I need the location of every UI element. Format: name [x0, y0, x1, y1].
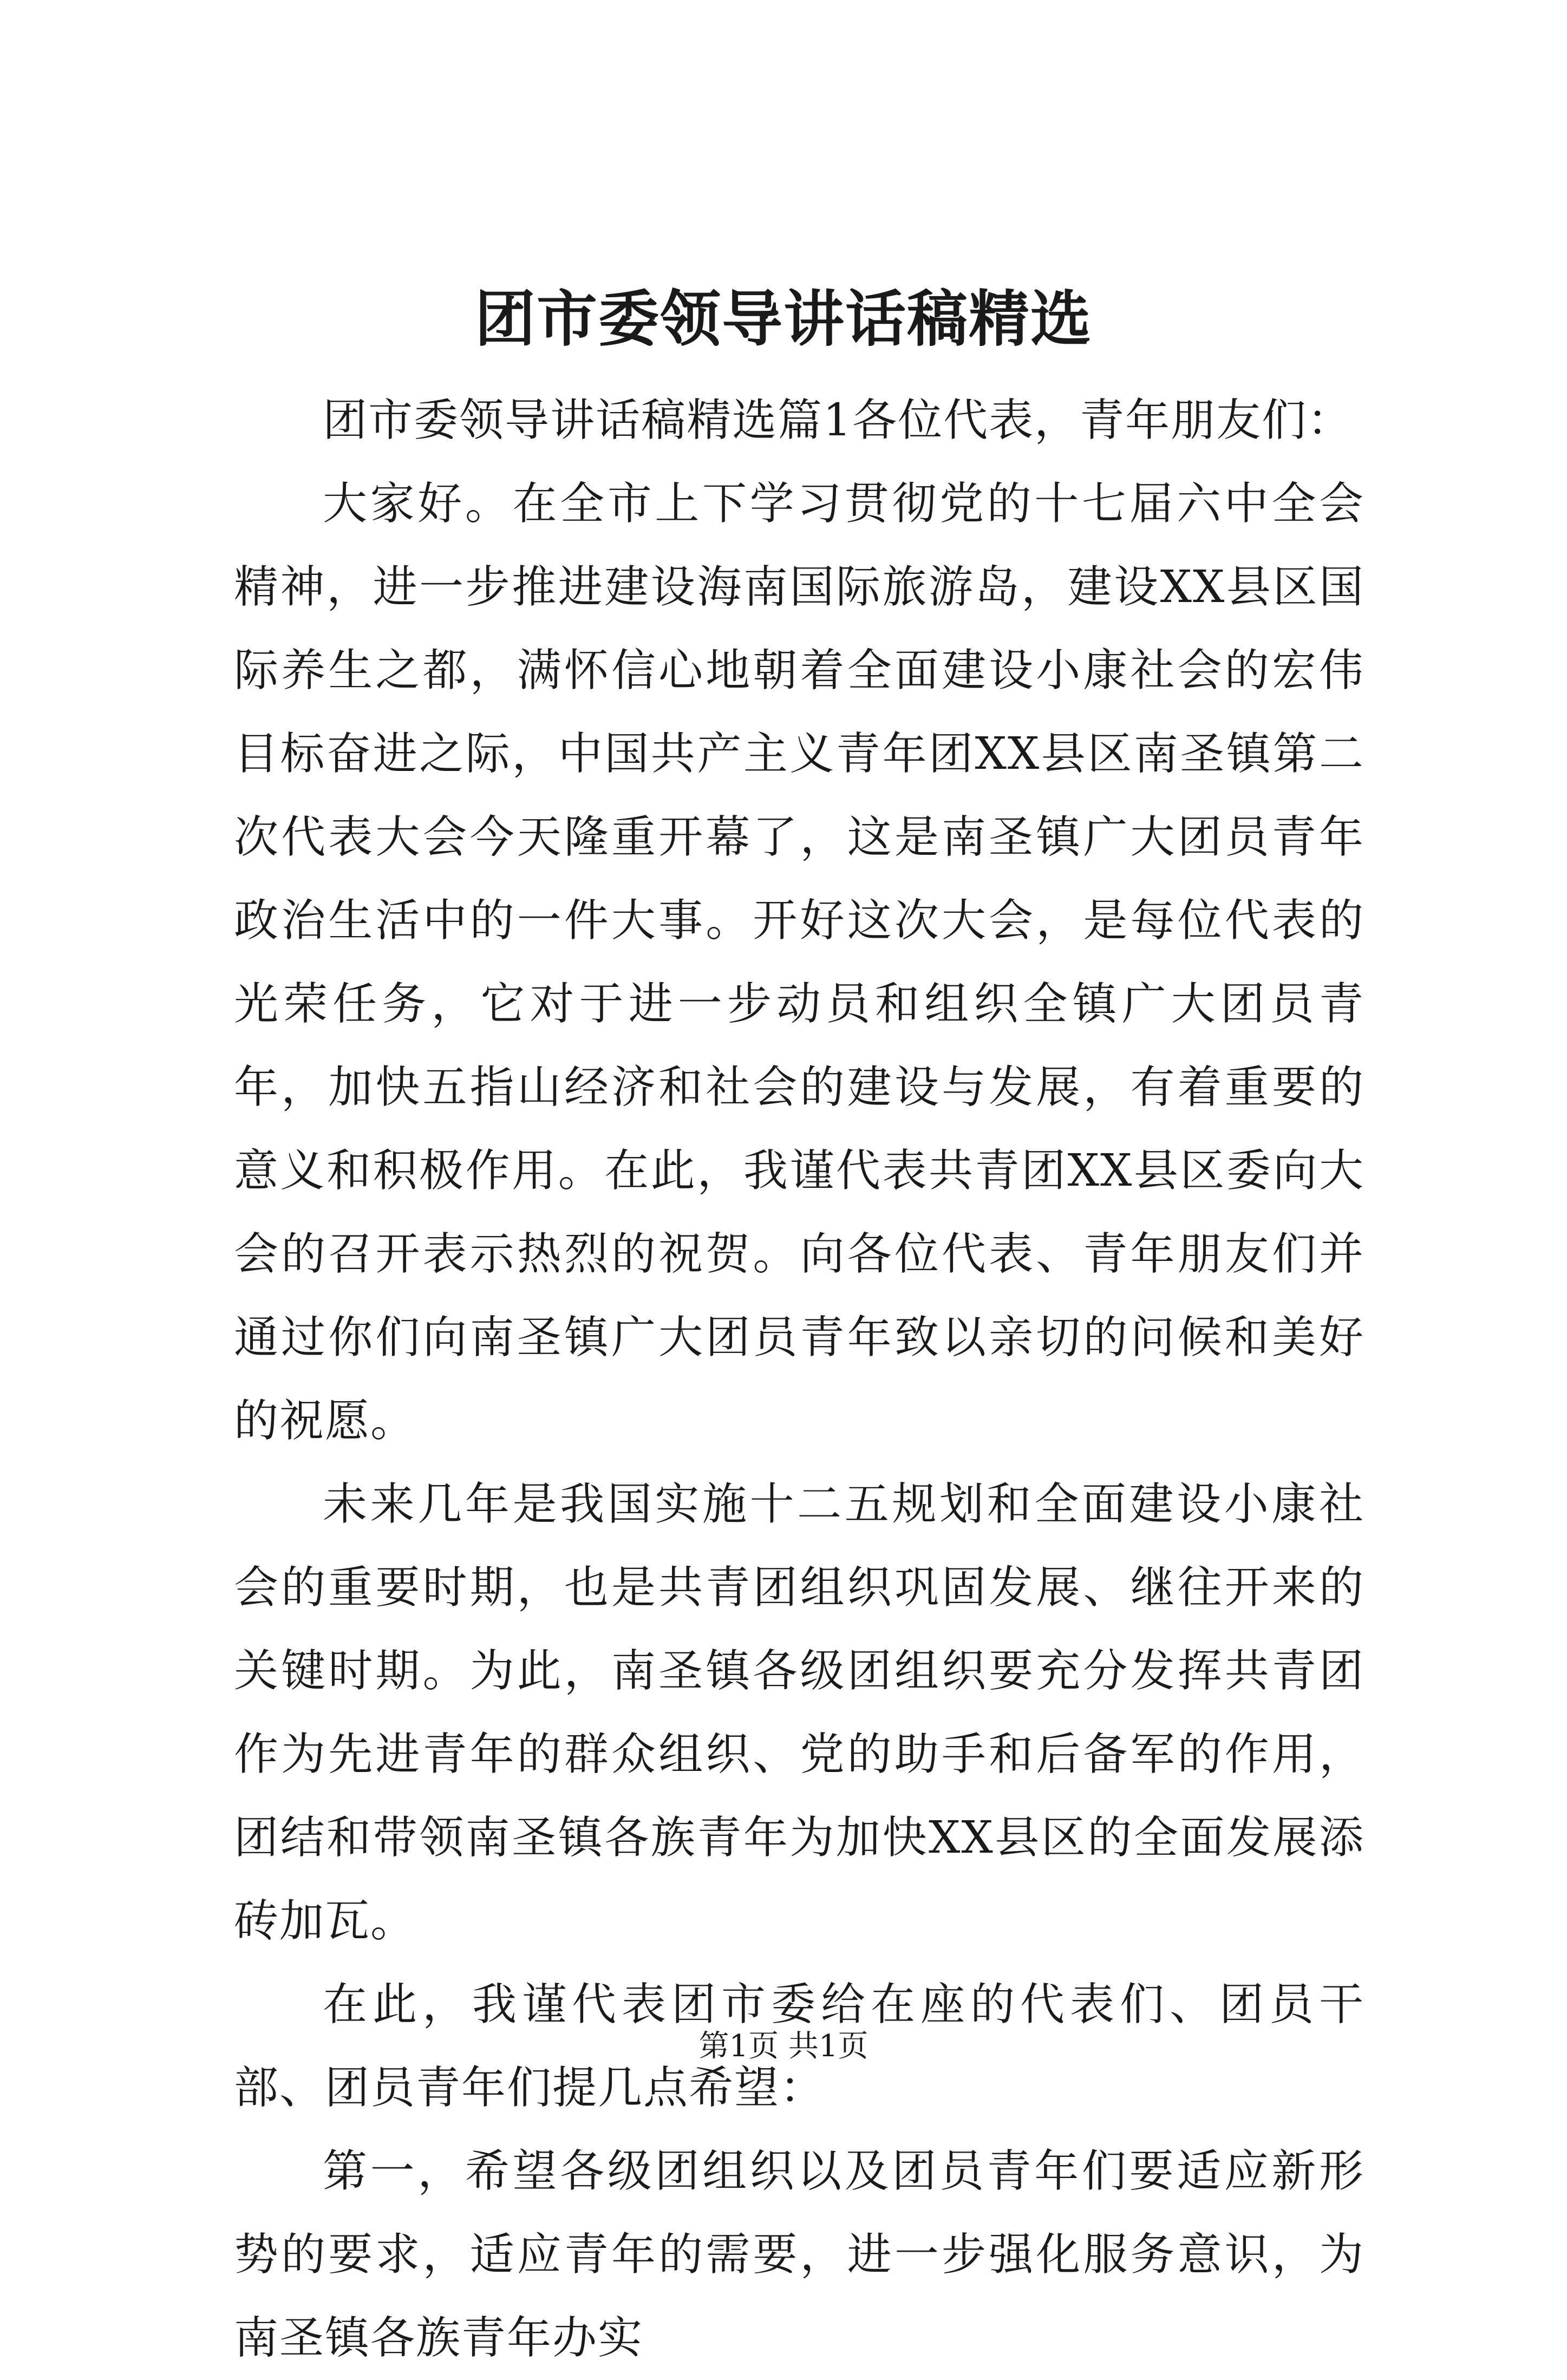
document-body: [234, 379, 1364, 2380]
paragraph-hopes-intro: 在此，我谨代表团市委给在座的代表们、团员干部、团员青年们提几点希望：: [234, 1979, 1364, 2114]
paragraph-opening: 大家好。在全市上下学习贯彻党的十七届六中全会精神，进一步推进建设海南国际旅游岛，建设XX县区国际养生之都，满怀信心地朝着全面建设小康社会的宏伟目标奋进之际，中国共产主义青年团XX县区南圣镇第二次代表大会今天隆重开幕了，这是南圣镇广大团员青年政治生活中的一件大事。开好这次大会，是每位代表的光荣任务，它对于进一步动员和组织全镇广大团员青年，加快五指山经济和社会的建设与发展，有着重要的意义和积极作用。在此，我谨代表共青团XX县区委向大会的召开表示热烈的祝贺。向各位代表、青年朋友们并通过你们向南圣镇广大团员青年致以亲切的问候和美好的祝愿。: [234, 478, 1364, 1447]
page-footer: 第1页 共1页: [698, 2029, 869, 2064]
paragraph-greeting: 团市委领导讲话稿精选篇1各位代表，青年朋友们：: [323, 395, 1353, 446]
paragraph-future: 未来几年是我国实施十二五规划和全面建设小康社会的重要时期，也是共青团组织巩固发展、继往开来的关键时期。为此，南圣镇各级团组织要充分发挥共青团作为先进青年的群众组织、党的助手和后备军的作用，团结和带领南圣镇各族青年为加快XX县区的全面发展添砖加瓦。: [234, 1479, 1364, 1947]
paragraph-first-hope: 第一，希望各级团组织以及团员青年们要适应新形势的要求，适应青年的需要，进一步强化服务意识，为南圣镇各族青年办实: [234, 2146, 1364, 2364]
document-title: 团市委领导讲话稿精选: [475, 284, 1092, 355]
